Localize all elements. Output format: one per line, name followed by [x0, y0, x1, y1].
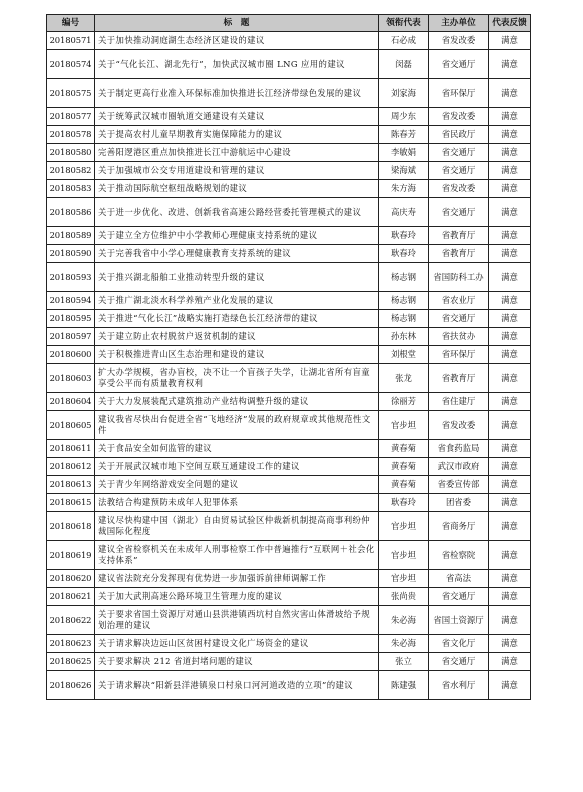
proposal-table — [46, 14, 531, 700]
cell-feedback: 满意 — [489, 245, 531, 263]
table-row — [47, 198, 531, 227]
cell-host-unit: 省商务厅 — [429, 512, 489, 541]
cell-representative: 石必成 — [379, 32, 429, 50]
cell-representative: 陈春芳 — [379, 126, 429, 144]
cell-id: 20180575 — [47, 79, 95, 108]
cell-title: 建议全省检察机关在未成年人刑事检察工作中普遍推行“互联网＋社会化支持体系” — [95, 541, 379, 570]
cell-representative: 朱必海 — [379, 606, 429, 635]
table-row — [47, 606, 531, 635]
cell-title: 关于食品安全如何监管的建议 — [95, 440, 379, 458]
cell-feedback: 满意 — [489, 79, 531, 108]
cell-feedback: 满意 — [489, 541, 531, 570]
cell-feedback: 满意 — [489, 32, 531, 50]
cell-representative: 张龙 — [379, 364, 429, 393]
cell-title: 关于进一步优化、改进、创新我省高速公路经营委托管理模式的建议 — [95, 198, 379, 227]
cell-feedback: 满意 — [489, 292, 531, 310]
cell-title: 关于统筹武汉城市圈轨道交通建设有关建议 — [95, 108, 379, 126]
cell-feedback: 满意 — [489, 440, 531, 458]
cell-feedback: 满意 — [489, 50, 531, 79]
cell-feedback: 满意 — [489, 671, 531, 700]
cell-id: 20180594 — [47, 292, 95, 310]
cell-representative: 张立 — [379, 653, 429, 671]
cell-feedback: 满意 — [489, 144, 531, 162]
table-body — [47, 32, 531, 700]
cell-title: 关于大力发展装配式建筑推动产业结构调整升级的建议 — [95, 393, 379, 411]
table-row — [47, 570, 531, 588]
cell-host-unit: 省环保厅 — [429, 79, 489, 108]
cell-host-unit: 省发改委 — [429, 411, 489, 440]
cell-id: 20180571 — [47, 32, 95, 50]
cell-representative: 黄春菊 — [379, 458, 429, 476]
cell-feedback: 满意 — [489, 393, 531, 411]
cell-title: 关于建立全方位维护中小学教师心理健康支持系统的建议 — [95, 227, 379, 245]
table-row — [47, 310, 531, 328]
cell-representative: 徐丽芳 — [379, 393, 429, 411]
cell-feedback: 满意 — [489, 198, 531, 227]
cell-title: 关于“气化长江、湖北先行”，加快武汉城市圈 LNG 应用的建议 — [95, 50, 379, 79]
cell-feedback: 满意 — [489, 458, 531, 476]
cell-title: 建议省法院充分发挥现有优势进一步加强诉前律师调解工作 — [95, 570, 379, 588]
cell-representative: 官步坦 — [379, 541, 429, 570]
cell-host-unit: 省水利厅 — [429, 671, 489, 700]
cell-feedback: 满意 — [489, 126, 531, 144]
cell-id: 20180620 — [47, 570, 95, 588]
cell-host-unit: 省交通厅 — [429, 310, 489, 328]
cell-id: 20180578 — [47, 126, 95, 144]
cell-host-unit: 省交通厅 — [429, 198, 489, 227]
cell-host-unit: 省教育厅 — [429, 364, 489, 393]
table-row — [47, 476, 531, 494]
cell-representative: 耿春玲 — [379, 245, 429, 263]
header-host-unit: 主办单位 — [429, 15, 489, 32]
cell-representative: 闵磊 — [379, 50, 429, 79]
cell-host-unit: 省教育厅 — [429, 227, 489, 245]
table-row — [47, 227, 531, 245]
cell-representative: 黄春菊 — [379, 476, 429, 494]
cell-host-unit: 省发改委 — [429, 108, 489, 126]
cell-host-unit: 省高法 — [429, 570, 489, 588]
cell-title: 关于积极推进青山区生态治理和建设的建议 — [95, 346, 379, 364]
cell-host-unit: 省国土资源厅 — [429, 606, 489, 635]
cell-title: 关于建立防止农村脱贫户返贫机制的建议 — [95, 328, 379, 346]
cell-id: 20180619 — [47, 541, 95, 570]
cell-host-unit: 省委宣传部 — [429, 476, 489, 494]
cell-host-unit: 省环保厅 — [429, 346, 489, 364]
cell-title: 关于推动国际航空枢纽战略规划的建议 — [95, 180, 379, 198]
cell-id: 20180583 — [47, 180, 95, 198]
cell-host-unit: 省发改委 — [429, 32, 489, 50]
table-row — [47, 635, 531, 653]
cell-representative: 朱必海 — [379, 635, 429, 653]
table-row — [47, 328, 531, 346]
cell-representative: 官步坦 — [379, 411, 429, 440]
cell-title: 关于加快推动洞庭湖生态经济区建设的建议 — [95, 32, 379, 50]
cell-id: 20180593 — [47, 263, 95, 292]
cell-id: 20180626 — [47, 671, 95, 700]
header-feedback: 代表反馈 — [489, 15, 531, 32]
cell-host-unit: 省农业厅 — [429, 292, 489, 310]
cell-host-unit: 省教育厅 — [429, 245, 489, 263]
cell-feedback: 满意 — [489, 346, 531, 364]
cell-title: 关于提高农村儿童早期教育实施保障能力的建议 — [95, 126, 379, 144]
cell-host-unit: 武汉市政府 — [429, 458, 489, 476]
cell-id: 20180623 — [47, 635, 95, 653]
cell-title: 建议尽快构建中国（湖北）自由贸易试验区仲裁新机制提高商事利纷仲裁国际化程度 — [95, 512, 379, 541]
cell-id: 20180612 — [47, 458, 95, 476]
table-row — [47, 411, 531, 440]
table-row — [47, 588, 531, 606]
cell-feedback: 满意 — [489, 494, 531, 512]
cell-feedback: 满意 — [489, 227, 531, 245]
cell-id: 20180611 — [47, 440, 95, 458]
cell-representative: 杨志钢 — [379, 310, 429, 328]
cell-representative: 陈建强 — [379, 671, 429, 700]
cell-feedback: 满意 — [489, 570, 531, 588]
table-row — [47, 162, 531, 180]
cell-host-unit: 省民政厅 — [429, 126, 489, 144]
cell-id: 20180622 — [47, 606, 95, 635]
cell-feedback: 满意 — [489, 606, 531, 635]
cell-host-unit: 团省委 — [429, 494, 489, 512]
cell-representative: 张尚贵 — [379, 588, 429, 606]
cell-representative: 梁海斌 — [379, 162, 429, 180]
cell-title: 关于请求解决边远山区贫困村建设文化广场资金的建议 — [95, 635, 379, 653]
cell-feedback: 满意 — [489, 108, 531, 126]
cell-title: 关于加强城市公交专用道建设和管理的建议 — [95, 162, 379, 180]
cell-id: 20180577 — [47, 108, 95, 126]
cell-host-unit: 省检察院 — [429, 541, 489, 570]
cell-feedback: 满意 — [489, 635, 531, 653]
cell-feedback: 满意 — [489, 328, 531, 346]
table-row — [47, 346, 531, 364]
table-row — [47, 440, 531, 458]
cell-representative: 李敏娟 — [379, 144, 429, 162]
cell-title: 关于推进“气化长江”战略实施打造绿色长江经济带的建议 — [95, 310, 379, 328]
table-row — [47, 50, 531, 79]
cell-title: 关于请求解决“阳新县洋港镇泉口村泉口河河道改造的立项”的建议 — [95, 671, 379, 700]
cell-title: 关于推兴湖北船舶工业推动转型升级的建议 — [95, 263, 379, 292]
cell-feedback: 满意 — [489, 162, 531, 180]
cell-id: 20180603 — [47, 364, 95, 393]
cell-title: 关于开展武汉城市地下空间互联互通建设工作的建议 — [95, 458, 379, 476]
cell-representative: 杨志钢 — [379, 292, 429, 310]
table-row — [47, 458, 531, 476]
cell-title: 关于要求解决 212 省道封堵问题的建议 — [95, 653, 379, 671]
cell-feedback: 满意 — [489, 411, 531, 440]
table-row — [47, 653, 531, 671]
cell-title: 关于制定更高行业准入环保标准加快推进长江经济带绿色发展的建议 — [95, 79, 379, 108]
cell-representative: 官步坦 — [379, 512, 429, 541]
table-row — [47, 671, 531, 700]
cell-id: 20180625 — [47, 653, 95, 671]
cell-id: 20180590 — [47, 245, 95, 263]
cell-title: 关于青少年网络游戏安全问题的建议 — [95, 476, 379, 494]
cell-title: 关于加大武荆高速公路环境卫生管理力度的建议 — [95, 588, 379, 606]
cell-id: 20180586 — [47, 198, 95, 227]
cell-id: 20180605 — [47, 411, 95, 440]
cell-title: 完善阳逻港区重点加快推进长江中游航运中心建设 — [95, 144, 379, 162]
cell-id: 20180615 — [47, 494, 95, 512]
cell-id: 20180597 — [47, 328, 95, 346]
cell-title: 建议我省尽快出台促进全省“飞地经济”发展的政府规章或其他规范性文件 — [95, 411, 379, 440]
cell-title: 法教结合构建预防未成年人犯罪体系 — [95, 494, 379, 512]
cell-representative: 官步坦 — [379, 570, 429, 588]
header-id: 编号 — [47, 15, 95, 32]
cell-host-unit: 省住建厅 — [429, 393, 489, 411]
cell-feedback: 满意 — [489, 588, 531, 606]
cell-host-unit: 省文化厅 — [429, 635, 489, 653]
cell-feedback: 满意 — [489, 180, 531, 198]
table-row — [47, 494, 531, 512]
table-row — [47, 144, 531, 162]
cell-representative: 耿春玲 — [379, 494, 429, 512]
cell-representative: 朱方海 — [379, 180, 429, 198]
header-representative: 领衔代表 — [379, 15, 429, 32]
cell-id: 20180580 — [47, 144, 95, 162]
table-row — [47, 79, 531, 108]
cell-feedback: 满意 — [489, 653, 531, 671]
cell-id: 20180600 — [47, 346, 95, 364]
cell-title: 关于要求省国土资源厅对通山县洪港镇西坑村自然灾害山体滑坡给予规划治理的建议 — [95, 606, 379, 635]
cell-host-unit: 省食药监局 — [429, 440, 489, 458]
header-title: 标 题 — [95, 15, 379, 32]
cell-host-unit: 省扶贫办 — [429, 328, 489, 346]
cell-id: 20180604 — [47, 393, 95, 411]
cell-host-unit: 省国防科工办 — [429, 263, 489, 292]
cell-representative: 周少东 — [379, 108, 429, 126]
cell-feedback: 满意 — [489, 512, 531, 541]
cell-representative: 耿春玲 — [379, 227, 429, 245]
cell-representative: 孙东林 — [379, 328, 429, 346]
cell-feedback: 满意 — [489, 263, 531, 292]
document-page — [46, 14, 530, 700]
cell-feedback: 满意 — [489, 364, 531, 393]
cell-id: 20180595 — [47, 310, 95, 328]
table-row — [47, 541, 531, 570]
cell-id: 20180618 — [47, 512, 95, 541]
table-row — [47, 245, 531, 263]
cell-id: 20180574 — [47, 50, 95, 79]
table-row — [47, 364, 531, 393]
table-row — [47, 393, 531, 411]
table-row — [47, 292, 531, 310]
table-row — [47, 108, 531, 126]
cell-id: 20180613 — [47, 476, 95, 494]
cell-representative: 高庆寿 — [379, 198, 429, 227]
cell-host-unit: 省交通厅 — [429, 50, 489, 79]
cell-id: 20180589 — [47, 227, 95, 245]
table-row — [47, 126, 531, 144]
table-row — [47, 263, 531, 292]
table-header — [47, 15, 531, 32]
cell-host-unit: 省交通厅 — [429, 653, 489, 671]
cell-host-unit: 省交通厅 — [429, 144, 489, 162]
cell-title: 关于推广湖北淡水科学养殖产业化发展的建议 — [95, 292, 379, 310]
cell-title: 扩大办学规模，省办盲校，决不让一个盲孩子失学，让湖北省所有盲童享受公平而有质量教育权利 — [95, 364, 379, 393]
cell-id: 20180582 — [47, 162, 95, 180]
cell-feedback: 满意 — [489, 476, 531, 494]
cell-representative: 刘根堂 — [379, 346, 429, 364]
cell-representative: 刘家海 — [379, 79, 429, 108]
table-row — [47, 180, 531, 198]
cell-host-unit: 省交通厅 — [429, 162, 489, 180]
table-row — [47, 512, 531, 541]
cell-host-unit: 省发改委 — [429, 180, 489, 198]
cell-representative: 杨志钢 — [379, 263, 429, 292]
cell-title: 关于完善我省中小学心理健康教育支持系统的建议 — [95, 245, 379, 263]
cell-representative: 黄春菊 — [379, 440, 429, 458]
cell-host-unit: 省交通厅 — [429, 588, 489, 606]
cell-id: 20180621 — [47, 588, 95, 606]
cell-feedback: 满意 — [489, 310, 531, 328]
table-row — [47, 32, 531, 50]
